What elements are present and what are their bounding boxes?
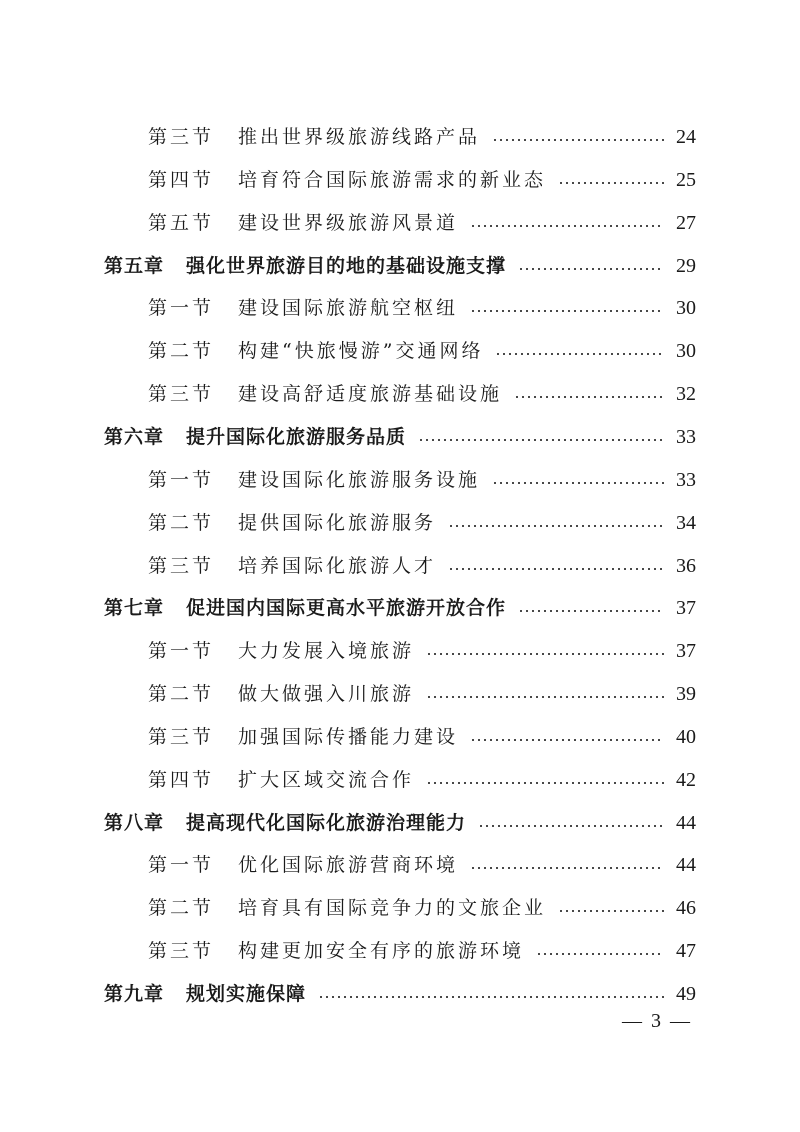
toc-page-number: 25 (676, 168, 696, 191)
section-title: 建设国际化旅游服务设施 (238, 468, 481, 491)
section-label: 第五节 (148, 211, 215, 234)
toc-page-number: 36 (676, 554, 696, 577)
dot-leader (426, 653, 664, 655)
section-label: 第四节 (148, 768, 215, 791)
toc-page-number: 27 (676, 211, 696, 234)
toc-page-number: 47 (676, 940, 696, 963)
section-label: 第四节 (148, 168, 215, 191)
section-label: 第三节 (148, 126, 215, 148)
section-title: 大力发展入境旅游 (238, 640, 415, 663)
section-title: 优化国际旅游营商环境 (238, 854, 459, 877)
section-title: 提供国际化旅游服务 (238, 511, 437, 534)
chapter-title: 强化世界旅游目的地的基础设施支撑 (186, 254, 507, 277)
section-title: 加强国际传播能力建设 (238, 725, 459, 748)
chapter-label: 第五章 (104, 254, 165, 277)
toc-page-number: 44 (676, 854, 696, 877)
toc-section-row[interactable] (148, 293, 696, 323)
section-title: 培育符合国际旅游需求的新业态 (238, 168, 547, 191)
toc-section-row[interactable] (148, 165, 696, 195)
section-title: 建设国际旅游航空枢纽 (238, 297, 459, 320)
toc-page-number: 32 (676, 383, 696, 406)
section-label: 第二节 (148, 511, 215, 534)
dot-leader (492, 139, 664, 141)
section-label: 第二节 (148, 897, 215, 920)
chapter-title: 促进国内国际更高水平旅游开放合作 (186, 597, 507, 620)
section-label: 第三节 (148, 940, 215, 963)
chapter-title: 提升国际化旅游服务品质 (186, 425, 407, 448)
toc-chapter-row[interactable] (104, 593, 696, 623)
toc-page-number: 34 (676, 511, 696, 534)
toc-chapter-row[interactable] (104, 422, 696, 452)
toc-section-row[interactable] (148, 551, 696, 581)
toc-page-number: 39 (676, 683, 696, 706)
section-title: 培育具有国际竞争力的文旅企业 (238, 897, 547, 920)
dot-leader (426, 696, 664, 698)
toc-page-number: 44 (676, 811, 696, 834)
section-title: 培养国际化旅游人才 (238, 554, 437, 577)
toc-page-number: 40 (676, 725, 696, 748)
dot-leader (478, 825, 664, 827)
chapter-label: 第七章 (104, 597, 165, 620)
toc-section-row[interactable] (148, 465, 696, 495)
dot-leader (470, 310, 664, 312)
dot-leader (514, 396, 664, 398)
toc-page-number: 33 (676, 468, 696, 491)
toc-page-number: 37 (676, 640, 696, 663)
dot-leader (558, 910, 664, 912)
dot-leader (470, 739, 664, 741)
dot-leader (518, 268, 664, 270)
toc-section-row[interactable] (148, 936, 696, 966)
toc-section-row[interactable] (148, 850, 696, 880)
toc-section-row[interactable] (148, 765, 696, 795)
section-label: 第一节 (148, 468, 215, 491)
section-label: 第三节 (148, 725, 215, 748)
section-label: 第二节 (148, 340, 215, 363)
dot-leader (495, 353, 664, 355)
toc-page-number: 30 (676, 297, 696, 320)
section-label: 第一节 (148, 854, 215, 877)
chapter-label: 第六章 (104, 425, 165, 448)
section-title: 推出世界级旅游线路产品 (238, 126, 481, 148)
section-title: 建设世界级旅游风景道 (238, 211, 459, 234)
toc-section-row[interactable] (148, 208, 696, 238)
toc-page-number: 24 (676, 126, 696, 148)
dot-leader (470, 225, 664, 227)
toc-page-number: 33 (676, 425, 696, 448)
toc-page-number: 49 (676, 983, 696, 1005)
page-number: — 3 — (622, 1010, 692, 1032)
section-label: 第二节 (148, 683, 215, 706)
dot-leader (426, 782, 664, 784)
toc-page-number: 29 (676, 254, 696, 277)
dot-leader (418, 439, 664, 441)
section-title: 建设高舒适度旅游基础设施 (238, 383, 503, 406)
section-label: 第一节 (148, 640, 215, 663)
toc-section-row[interactable] (148, 379, 696, 409)
section-label: 第一节 (148, 297, 215, 320)
toc-section-row[interactable] (148, 679, 696, 709)
toc-chapter-row[interactable] (104, 979, 696, 1009)
chapter-label: 第九章 (104, 983, 165, 1005)
chapter-title: 提高现代化国际化旅游治理能力 (186, 811, 467, 834)
section-title: 构建“快旅慢游”交通网络 (238, 340, 484, 363)
dot-leader (470, 867, 664, 869)
dot-leader (448, 568, 664, 570)
toc-chapter-row[interactable] (104, 808, 696, 838)
toc-section-row[interactable] (148, 893, 696, 923)
dot-leader (448, 525, 664, 527)
chapter-title: 规划实施保障 (186, 983, 307, 1005)
dot-leader (492, 482, 664, 484)
toc-section-row[interactable] (148, 722, 696, 752)
toc-chapter-row[interactable] (104, 251, 696, 281)
toc-page-number: 42 (676, 768, 696, 791)
dot-leader (558, 182, 664, 184)
toc-section-row[interactable] (148, 636, 696, 666)
toc-section-row[interactable] (148, 508, 696, 538)
toc-section-row[interactable] (148, 336, 696, 366)
dot-leader (536, 953, 664, 955)
toc-page-number: 37 (676, 597, 696, 620)
section-title: 扩大区域交流合作 (238, 768, 415, 791)
toc-page-number: 46 (676, 897, 696, 920)
section-title: 做大做强入川旅游 (238, 683, 415, 706)
toc-section-row[interactable] (148, 122, 696, 152)
section-label: 第三节 (148, 554, 215, 577)
dot-leader (518, 610, 664, 612)
chapter-label: 第八章 (104, 811, 165, 834)
toc-page-number: 30 (676, 340, 696, 363)
dot-leader (318, 996, 664, 998)
section-title: 构建更加安全有序的旅游环境 (238, 940, 525, 963)
section-label: 第三节 (148, 383, 215, 406)
